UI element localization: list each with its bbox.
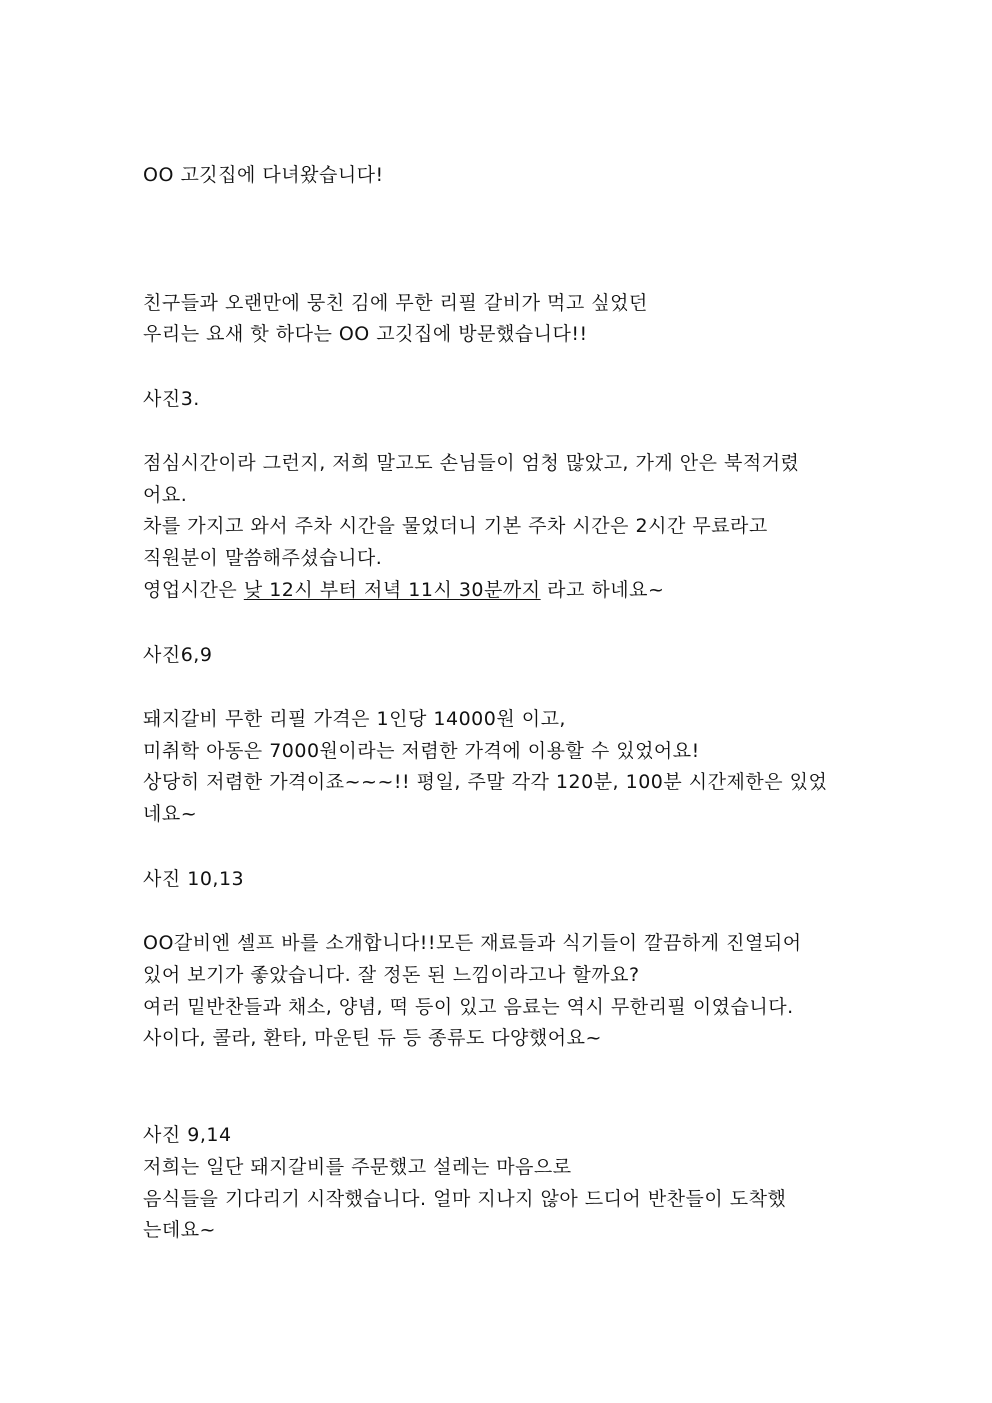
paragraph-line: 미취학 아동은 7000원이라는 저렴한 가격에 이용할 수 있었어요! bbox=[143, 740, 700, 762]
paragraph-line: 여러 밑반찬들과 채소, 양념, 떡 등이 있고 음료는 역시 무한리필 이였습니다. bbox=[143, 996, 794, 1018]
paragraph-line: 돼지갈비 무한 리필 가격은 1인당 14000원 이고, bbox=[143, 708, 566, 730]
photo-reference: 사진6,9 bbox=[143, 644, 213, 666]
paragraph-line: 친구들과 오랜만에 뭉친 김에 무한 리필 갈비가 먹고 싶었던 bbox=[143, 292, 648, 314]
paragraph-line: 사이다, 콜라, 환타, 마운틴 듀 등 종류도 다양했어요~ bbox=[143, 1027, 602, 1049]
paragraph-line: 있어 보기가 좋았습니다. 잘 정돈 된 느낌이라고나 할까요? bbox=[143, 964, 640, 986]
paragraph-line: OO갈비엔 셀프 바를 소개합니다!!모든 재료들과 식기들이 깔끔하게 진열되어 bbox=[143, 932, 802, 954]
paragraph-line: 점심시간이라 그런지, 저희 말고도 손님들이 엄청 많았고, 가게 안은 북적거렸 bbox=[143, 452, 800, 474]
paragraph-line: 우리는 요새 핫 하다는 OO 고깃집에 방문했습니다!! bbox=[143, 323, 588, 345]
paragraph-line: 저희는 일단 돼지갈비를 주문했고 설레는 마음으로 bbox=[143, 1156, 572, 1178]
hours-suffix: 라고 하네요~ bbox=[540, 579, 665, 601]
photo-reference: 사진3. bbox=[143, 388, 200, 410]
paragraph-line: 직원분이 말씀해주셨습니다. bbox=[143, 547, 383, 569]
hours-underlined: 낮 12시 부터 저녁 11시 30분까지 bbox=[243, 579, 541, 601]
business-hours-line bbox=[143, 575, 863, 605]
document-title: OO 고깃집에 다녀왔습니다! bbox=[143, 164, 384, 186]
hours-prefix: 영업시간은 bbox=[143, 579, 244, 601]
paragraph-line: 어요. bbox=[143, 484, 188, 506]
paragraph-line: 네요~ bbox=[143, 803, 198, 825]
photo-reference: 사진 9,14 bbox=[143, 1124, 232, 1146]
paragraph-line: 음식들을 기다리기 시작했습니다. 얼마 지나지 않아 드디어 반찬들이 도착했 bbox=[143, 1188, 787, 1210]
photo-reference: 사진 10,13 bbox=[143, 868, 245, 890]
paragraph-line: 는데요~ bbox=[143, 1219, 216, 1241]
paragraph-line: 차를 가지고 와서 주차 시간을 물었더니 기본 주차 시간은 2시간 무료라고 bbox=[143, 515, 768, 537]
paragraph-line: 상당히 저렴한 가격이죠~~~!! 평일, 주말 각각 120분, 100분 시간제한은 있었 bbox=[143, 771, 828, 793]
